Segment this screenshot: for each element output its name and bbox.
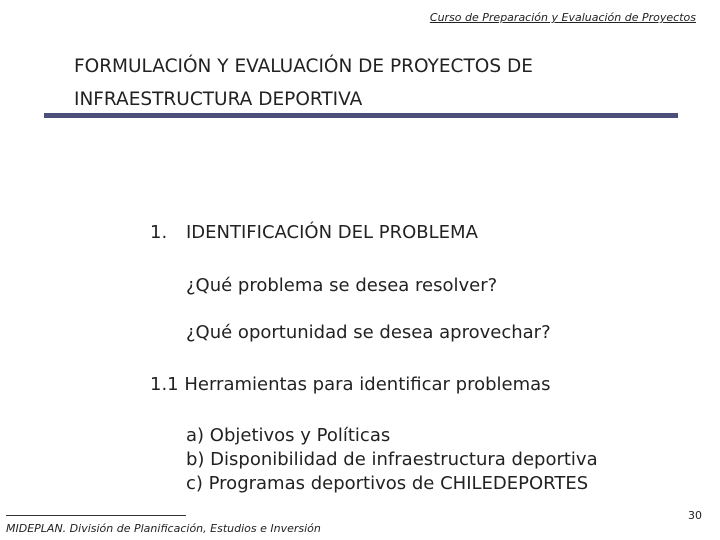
section-number: 1. — [150, 222, 168, 243]
section-heading-text: IDENTIFICACIÓN DEL PROBLEMA — [186, 222, 478, 243]
page-number: 30 — [688, 509, 702, 522]
tools-item-infrastructure: b) Disponibilidad de infraestructura deportiva — [186, 449, 598, 470]
course-header: Curso de Preparación y Evaluación de Proyectos — [429, 11, 696, 24]
slide-title — [74, 50, 694, 116]
question-opportunity: ¿Qué oportunidad se desea aprovechar? — [186, 322, 551, 343]
title-line-2: INFRAESTRUCTURA DEPORTIVA — [74, 89, 363, 110]
footer-organization: MIDEPLAN. División de Planificación, Estudios e Inversión — [6, 522, 321, 535]
subsection-heading: 1.1 Herramientas para identificar problemas — [150, 374, 551, 395]
title-underline-rule — [44, 113, 678, 118]
tools-item-programs: c) Programas deportivos de CHILEDEPORTES — [186, 473, 589, 494]
title-line-1: FORMULACIÓN Y EVALUACIÓN DE PROYECTOS DE — [74, 56, 533, 77]
footer-rule — [6, 515, 186, 516]
section-heading — [150, 222, 478, 243]
question-problem: ¿Qué problema se desea resolver? — [186, 275, 498, 296]
tools-list — [186, 424, 598, 496]
tools-item-objectives: a) Objetivos y Políticas — [186, 425, 391, 446]
